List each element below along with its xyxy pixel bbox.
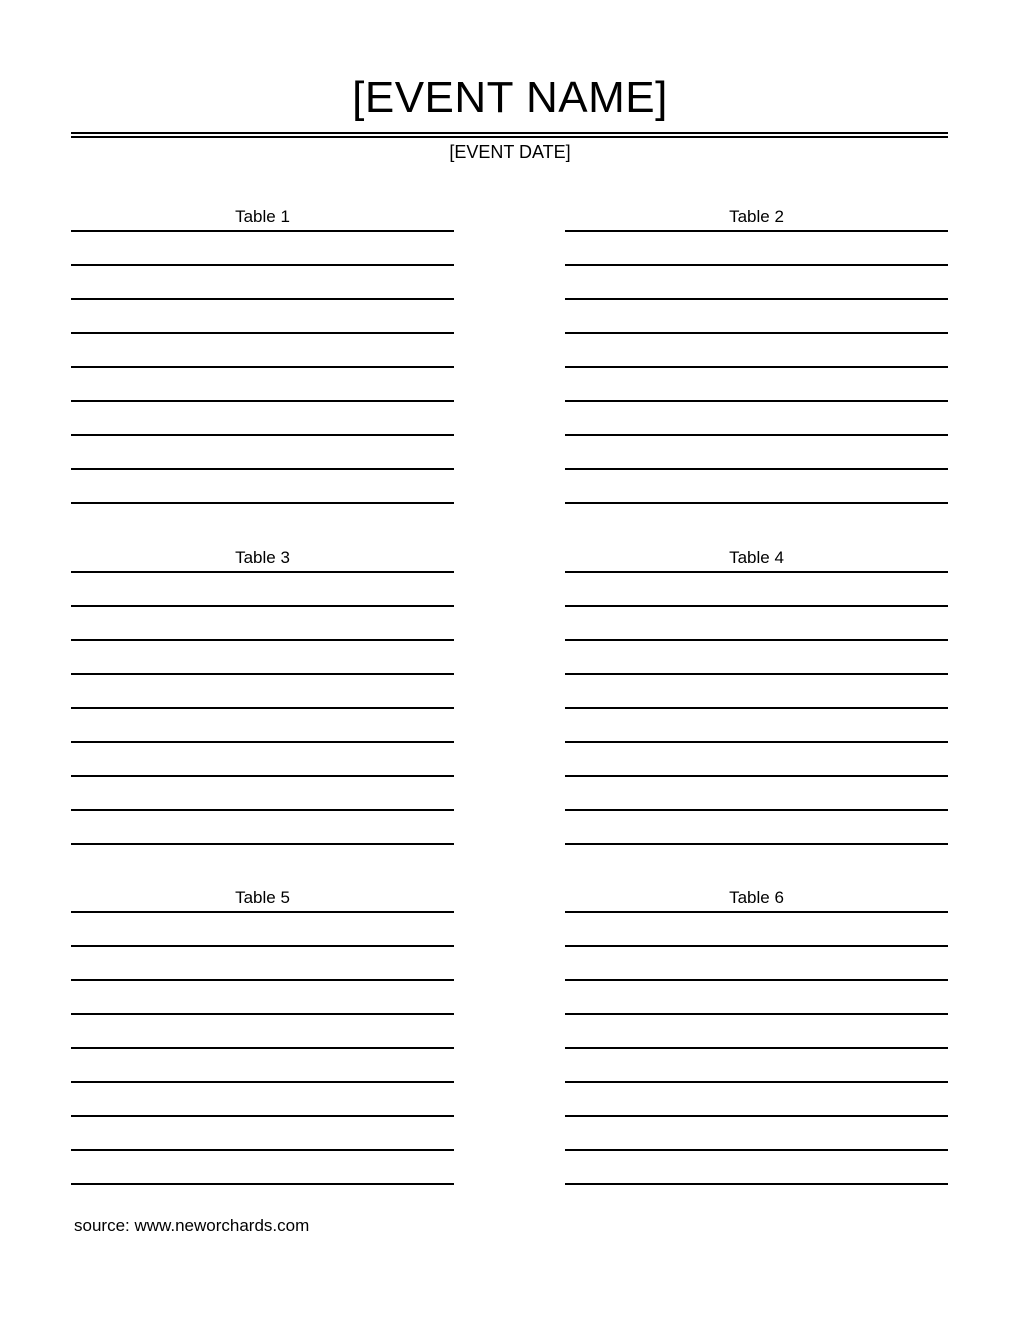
seat-line[interactable] [71, 811, 454, 845]
title-double-rule [71, 132, 948, 138]
seat-line[interactable] [71, 607, 454, 641]
seat-line[interactable] [565, 641, 948, 675]
seat-line[interactable] [565, 300, 948, 334]
seat-line[interactable] [565, 1083, 948, 1117]
table-label: Table 6 [729, 888, 784, 907]
seat-line[interactable] [565, 402, 948, 436]
seat-line[interactable] [71, 913, 454, 947]
event-name-title: [EVENT NAME] [352, 73, 668, 122]
table-label: Table 1 [235, 207, 290, 226]
source-footer: source: www.neworchards.com [74, 1216, 310, 1235]
table-block-6 [565, 887, 948, 1185]
seat-line[interactable] [565, 1015, 948, 1049]
seat-line[interactable] [565, 1151, 948, 1185]
seat-line[interactable] [71, 1151, 454, 1185]
event-date: [EVENT DATE] [449, 142, 571, 162]
seat-line[interactable] [71, 947, 454, 981]
seat-line[interactable] [565, 266, 948, 300]
seat-line[interactable] [71, 334, 454, 368]
seat-line[interactable] [71, 709, 454, 743]
table-block-5 [71, 887, 454, 1185]
seat-line[interactable] [565, 913, 948, 947]
table-label: Table 3 [235, 548, 290, 567]
seat-line[interactable] [71, 1015, 454, 1049]
seat-line[interactable] [565, 811, 948, 845]
table-block-3 [71, 547, 454, 845]
seat-line[interactable] [565, 1117, 948, 1151]
seat-line[interactable] [71, 641, 454, 675]
seat-line[interactable] [71, 743, 454, 777]
seat-line[interactable] [565, 743, 948, 777]
seat-line[interactable] [565, 981, 948, 1015]
seat-line[interactable] [71, 300, 454, 334]
seat-line[interactable] [71, 368, 454, 402]
seat-line[interactable] [565, 607, 948, 641]
table-label: Table 2 [729, 207, 784, 226]
table-label: Table 4 [729, 548, 784, 567]
seat-line[interactable] [71, 573, 454, 607]
seat-line[interactable] [71, 436, 454, 470]
seat-line[interactable] [71, 470, 454, 504]
seat-line[interactable] [71, 981, 454, 1015]
seat-line[interactable] [565, 1049, 948, 1083]
table-label: Table 5 [235, 888, 290, 907]
seat-line[interactable] [71, 1083, 454, 1117]
seat-line[interactable] [71, 402, 454, 436]
seat-line[interactable] [565, 709, 948, 743]
seat-line[interactable] [565, 573, 948, 607]
seat-line[interactable] [565, 470, 948, 504]
table-block-4 [565, 547, 948, 845]
seat-line[interactable] [565, 368, 948, 402]
seat-line[interactable] [71, 232, 454, 266]
seat-line[interactable] [71, 1117, 454, 1151]
seat-line[interactable] [565, 232, 948, 266]
seat-line[interactable] [565, 675, 948, 709]
seat-line[interactable] [71, 675, 454, 709]
seat-line[interactable] [565, 334, 948, 368]
seat-line[interactable] [565, 777, 948, 811]
table-block-2 [565, 206, 948, 504]
seat-line[interactable] [565, 436, 948, 470]
seat-line[interactable] [71, 1049, 454, 1083]
seat-line[interactable] [565, 947, 948, 981]
seat-line[interactable] [71, 777, 454, 811]
seat-line[interactable] [71, 266, 454, 300]
table-block-1 [71, 206, 454, 504]
